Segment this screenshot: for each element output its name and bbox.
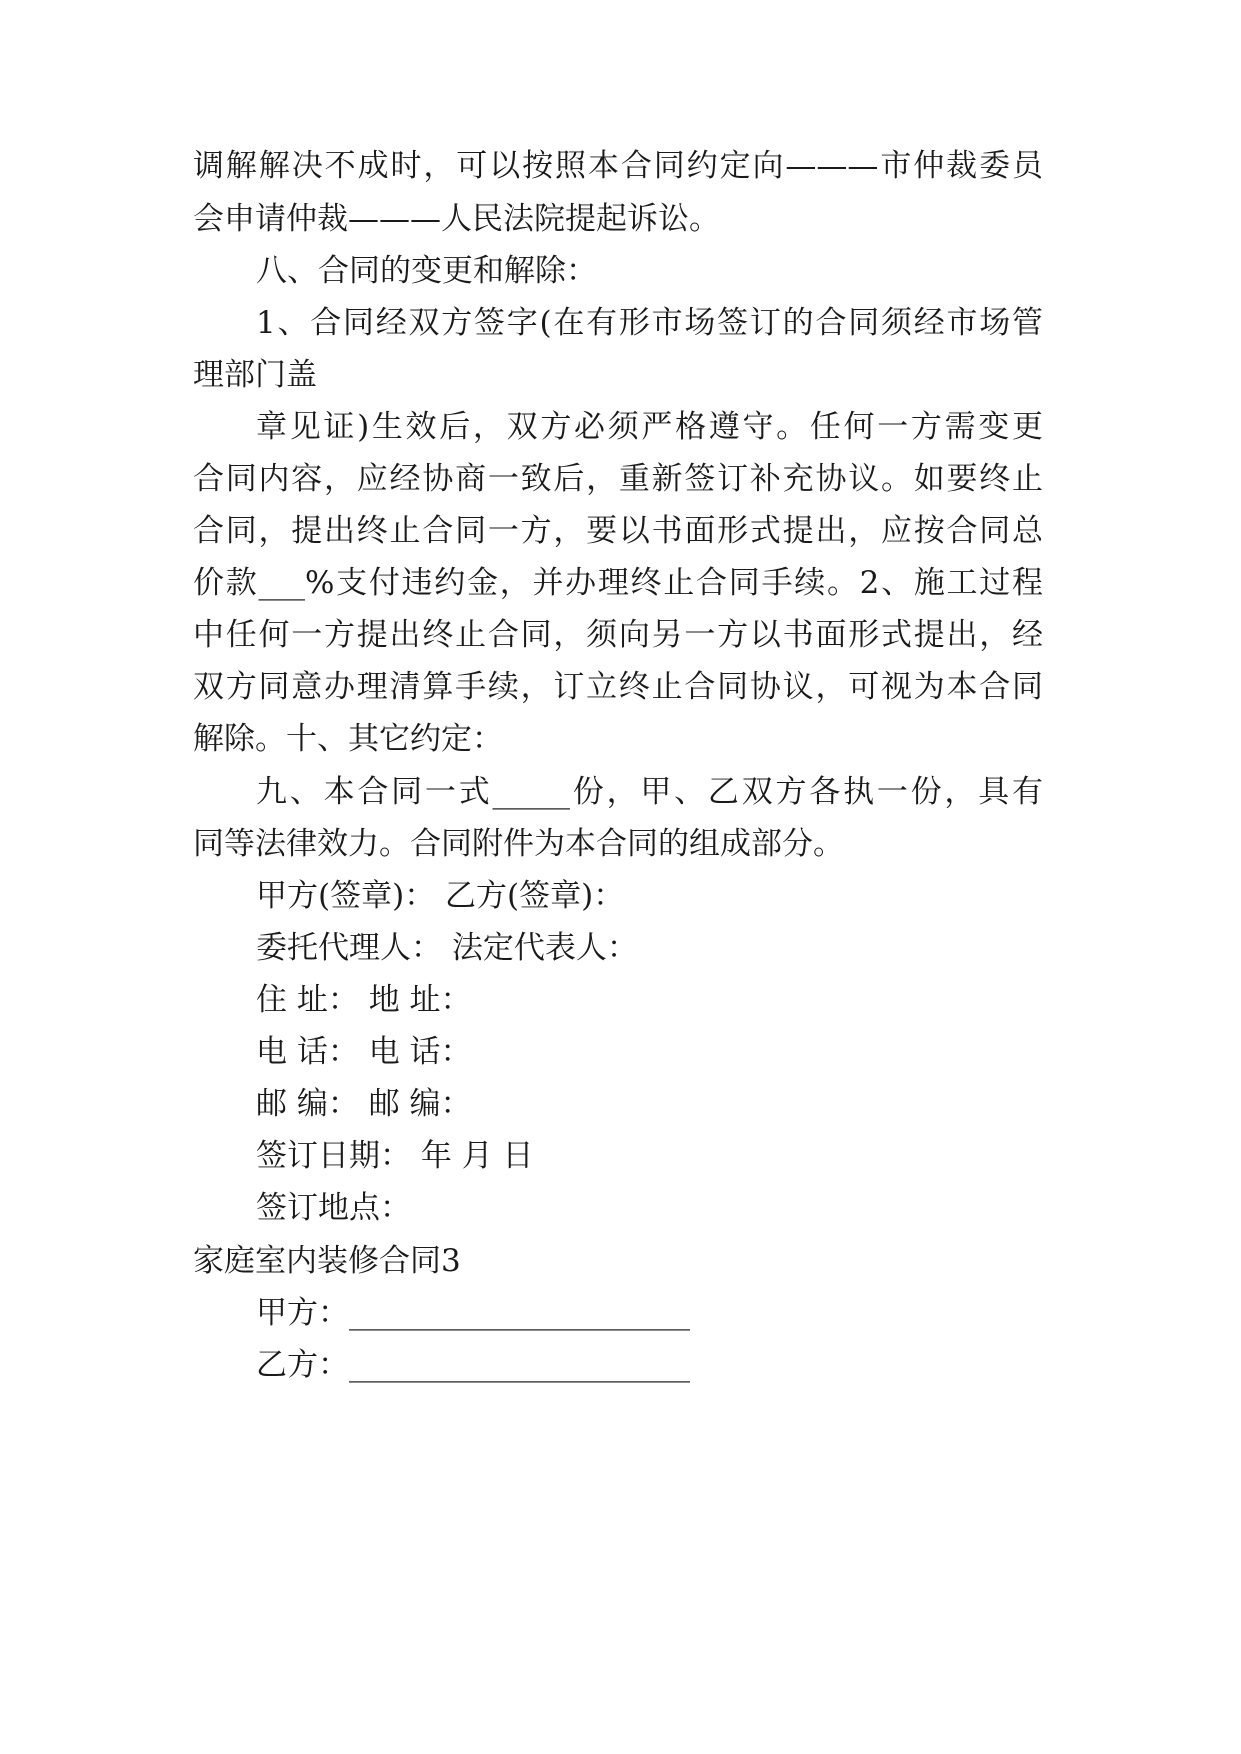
paragraph-line: 合同，提出终止合同一方，要以书面形式提出，应按合同总: [193, 513, 1043, 549]
signature-postcode-line: 邮 编： 邮 编：: [256, 1086, 472, 1122]
paragraph-line: 合同内容，应经协商一致后，重新签订补充协议。如要终止: [193, 461, 1043, 497]
paragraph-line: 价款___%支付违约金，并办理终止合同手续。2、施工过程: [193, 565, 1043, 601]
paragraph-line: 理部门盖: [193, 357, 317, 393]
paragraph-line: 1、合同经双方签字(在有形市场签订的合同须经市场管: [256, 305, 1043, 341]
signature-agent-line: 委托代理人： 法定代表人：: [256, 930, 638, 966]
signature-place-line: 签订地点：: [256, 1190, 411, 1226]
paragraph-line: 双方同意办理清算手续，订立终止合同协议，可视为本合同: [193, 669, 1043, 705]
paragraph-line: 同等法律效力。合同附件为本合同的组成部分。: [193, 826, 844, 862]
signature-date-line: 签订日期： 年 月 日: [256, 1138, 534, 1174]
signature-phone-line: 电 话： 电 话：: [256, 1034, 472, 1070]
paragraph-line: 九、本合同一式_____份，甲、乙双方各执一份，具有: [256, 774, 1043, 810]
signature-party-line: 甲方(签章)： 乙方(签章)：: [256, 878, 625, 914]
section-heading: 八、合同的变更和解除：: [256, 253, 597, 289]
paragraph-line: 中任何一方提出终止合同，须向另一方以书面形式提出，经: [193, 617, 1043, 653]
paragraph-line: 解除。十、其它约定：: [193, 721, 503, 757]
paragraph-line: 章见证)生效后，双方必须严格遵守。任何一方需变更: [256, 409, 1043, 445]
paragraph-line: 会申请仲裁———人民法院提起诉讼。: [193, 201, 720, 237]
party-a-line: 甲方：______________________: [256, 1295, 690, 1331]
signature-address-line: 住 址： 地 址：: [256, 982, 472, 1018]
section-title: 家庭室内装修合同3: [193, 1243, 461, 1279]
paragraph-line: 调解解决不成时，可以按照本合同约定向———市仲裁委员: [193, 148, 1043, 184]
party-b-line: 乙方：______________________: [256, 1347, 690, 1383]
